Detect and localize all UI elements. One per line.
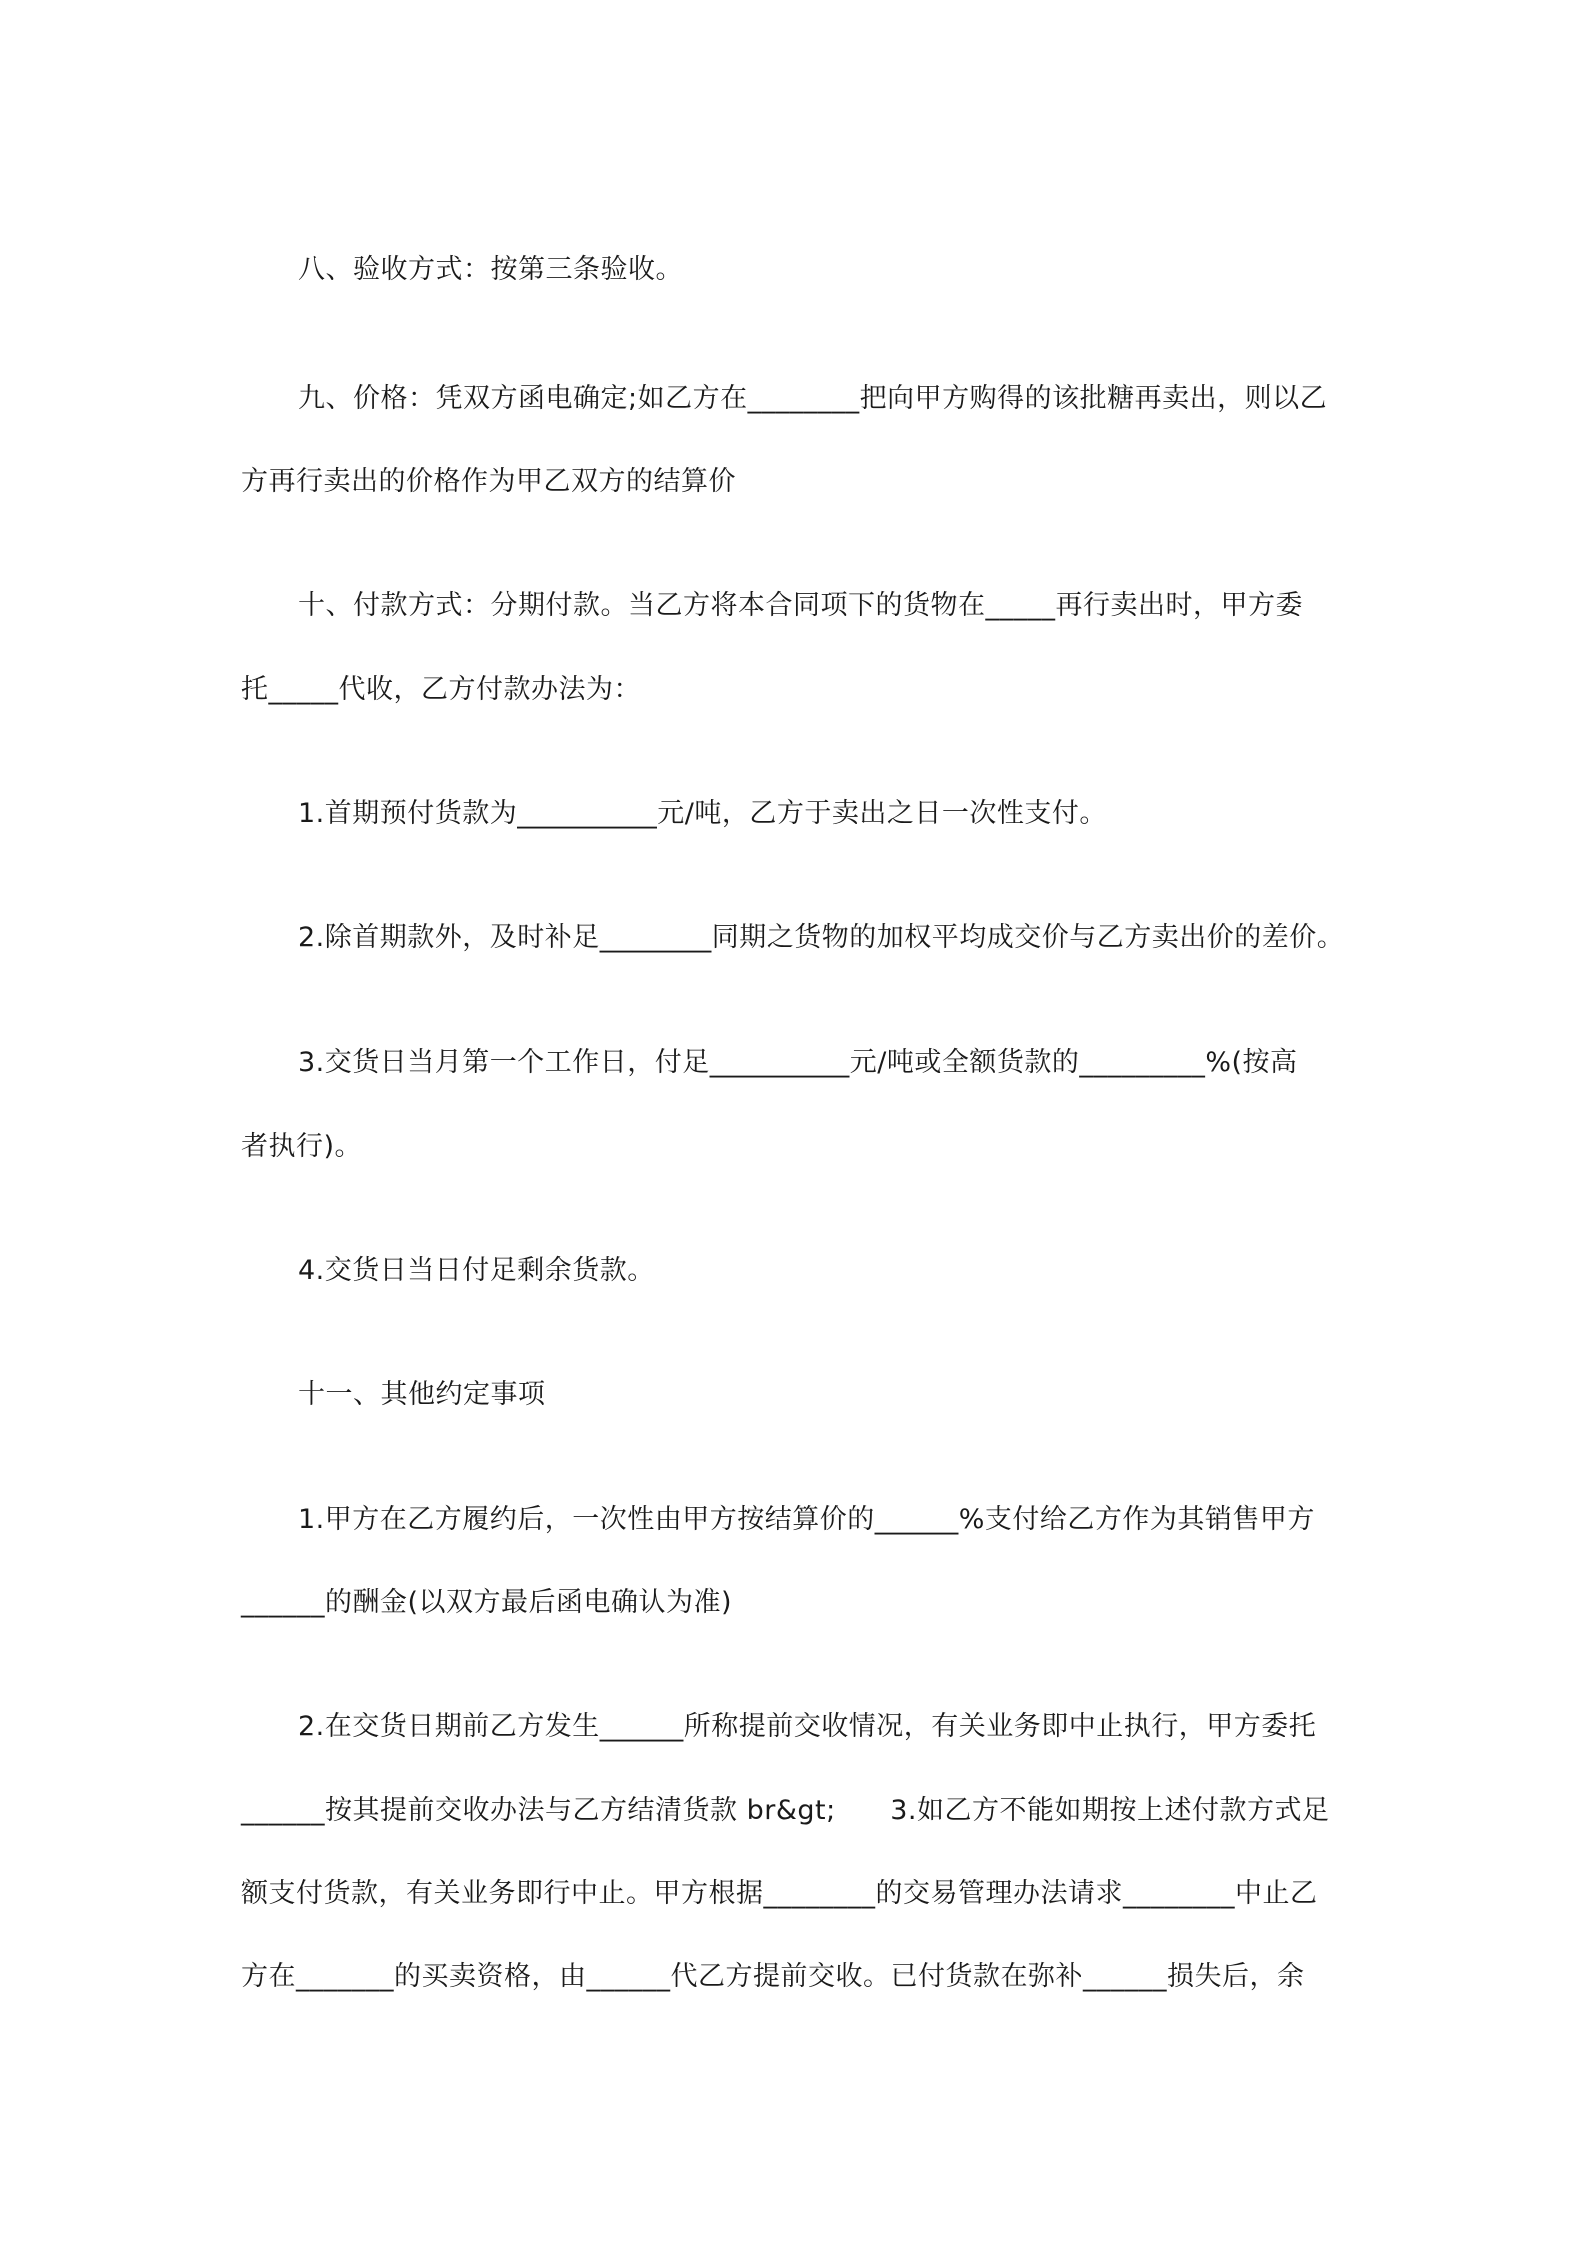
payment-item-2: 2.除首期款外，及时补足________同期之货物的加权平均成交价与乙方卖出价的差价。 [298,922,1345,953]
payment-item-1: 1.首期预付货款为__________元/吨，乙方于卖出之日一次性支付。 [298,798,1107,829]
clause-9-price-line-1: 九、价格：凭双方函电确定;如乙方在________把向甲方购得的该批糖再卖出，则以乙 [298,383,1328,414]
other-item-2-line-1: 2.在交货日期前乙方发生______所称提前交收情况，有关业务即中止执行，甲方委托 [298,1711,1317,1742]
payment-item-3-line-1: 3.交货日当月第一个工作日，付足__________元/吨或全额货款的_________%(按高 [298,1047,1298,1078]
clause-11-heading: 十一、其他约定事项 [298,1379,546,1410]
other-item-2-line-2: ______按其提前交收办法与乙方结清货款 br&gt; 3.如乙方不能如期按上述付款方式足 [241,1795,1330,1826]
clause-9-price-line-2: 方再行卖出的价格作为甲乙双方的结算价 [241,466,736,497]
other-item-1-line-1: 1.甲方在乙方履约后，一次性由甲方按结算价的______%支付给乙方作为其销售甲方 [298,1504,1315,1535]
clause-10-payment-line-1: 十、付款方式：分期付款。当乙方将本合同项下的货物在_____再行卖出时，甲方委 [298,590,1303,621]
payment-item-3-line-2: 者执行)。 [241,1131,363,1162]
clause-10-payment-line-2: 托_____代收，乙方付款办法为： [241,674,641,705]
other-item-3-line-2: 额支付货款，有关业务即行中止。甲方根据________的交易管理办法请求________中止乙 [241,1878,1318,1909]
clause-8-acceptance: 八、验收方式：按第三条验收。 [298,254,683,285]
other-item-1-line-2: ______的酬金(以双方最后函电确认为准) [241,1587,733,1618]
other-item-3-line-3: 方在_______的买卖资格，由______代乙方提前交收。已付货款在弥补______损失后，余 [241,1961,1305,1992]
payment-item-4: 4.交货日当日付足剩余货款。 [298,1255,655,1286]
